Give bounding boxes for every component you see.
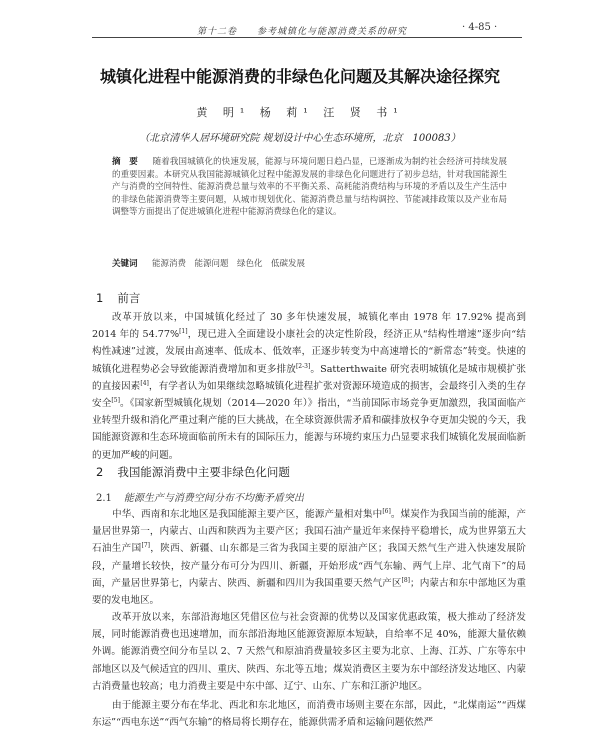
citation: [2-3]	[295, 362, 311, 370]
section-number: 2	[96, 465, 104, 479]
abstract-text: 随着我国城镇化的快速发展，能源与环境问题日趋凸显，已逐渐成为制约社会经济可持续发展的重要因素。本研究从我国能源城镇化过程中能源发展的非绿色化问题进行了初步总结，针对我国能源生产与消费的空间特性、能源消费总量与效率的不平衡关系、高耗能消费结构与环境的矛盾以及生产生活中的非绿色能源消费等主要问题，从城市规划优化、能源消费总量与结构调控、节能减排政策以及产业布局调整等方面提出了促进城镇化进程中能源消费绿色化的建议。	[112, 157, 507, 217]
abstract	[112, 156, 507, 219]
citation: [4]	[140, 379, 149, 387]
running-header: 第十二卷 参考城镇化与能源消费关系的研究	[197, 27, 428, 37]
header-rule	[92, 37, 522, 38]
keywords-text: 能源消费 能源问题 绿色化 低碳发展	[143, 259, 306, 269]
authors: 黄 明¹ 杨 莉¹ 汪 贤 书¹	[196, 106, 404, 119]
citation: [7]	[141, 542, 150, 550]
subsection-heading	[96, 489, 304, 504]
keywords-label: 关键词	[112, 259, 138, 269]
paragraph-transport: 由于能源主要分布在华北、西北和东北地区，而消费市场则主要在东部，因此，“北煤南运”“西煤东运”“西电东送”“西气东输”的格局将长期存在，能源供需矛盾和运输问题依然严	[92, 700, 526, 729]
section-title: 我国能源消费中主要非绿色化问题	[117, 465, 290, 479]
affiliation: （北京清华人居环境研究院 规划设计中心生态环境所，北京 100083）	[139, 133, 461, 144]
citation: [5]	[111, 396, 120, 404]
page-number: · 4-85 ·	[462, 22, 498, 33]
paragraph-production: 中华、西南和东北地区是我国能源主要产区，能源产量相对集中[6]。煤炭作为我国当前的能源，产量居世界第一，内蒙古、山西和陕西为主要产区；我国石油产量近年来保持平稳增长，成为世界第五大石油生产国[7]，陕西、新疆、山东都是三省为我国主要的原油产区；我国天然气生产进入快速发展阶段，产量增长较快，按产量分布可分为四川、新疆，开始形成“西气东输、两气上岸、北气南下”的局面，产量居世界第七，内蒙古、陕西、新疆和四川为我国重要天然气产区[8]；内蒙古和东中部地区为重要的发电地区。	[92, 507, 527, 607]
subsection-number: 2.1	[96, 493, 112, 504]
keywords	[112, 258, 507, 270]
section-heading-1	[96, 290, 140, 306]
paragraph-consumption: 改革开放以来，东部沿海地区凭借区位与社会资源的优势以及国家优惠政策，极大推动了经济发展，同时能源消费也迅速增加，而东部沿海地区能源资源原本短缺，自给率不足 40%，能源大量依赖外调。能源消费空间分布呈以 2、7 天然气和原油消费量较多区主要为北京、上海、江苏、广东等东中部地区以及气候适宜的四川、重庆、陕西、东北等五地；煤炭消费区主要为东中部经济发达地区、内蒙古消费量也较高；电力消费主要是中东中部、辽宁、山东、广东和江浙沪地区。	[92, 612, 526, 692]
subsection-title: 能源生产与消费空间分布不均衡矛盾突出	[123, 493, 304, 504]
section-title: 前言	[117, 291, 141, 305]
abstract-label: 摘 要	[112, 157, 138, 167]
section-heading-2	[96, 464, 290, 480]
paragraph-intro: 改革开放以来，中国城镇化经过了 30 多年快速发展，城镇化率由 1978 年 17.92% 提高到 2014 年的 54.77%[1]，现已进入全面建设小康社会的决定性阶段，经济正从“结构性增速”逐步向“结构性减速”过渡，发展由高速率、低成本、低效率，正逐步转变为中高速增长的“新常态”转变。快速的城镇化进程势必会导致能源消费增加和更多排放[2-3]。Satterthwaite 研究表明城镇化是城市规模扩张的直接因素[4]，有学者认为如果继续忽略城镇化进程扩张对资源环境造成的损害，会最终引入类的生存安全[5]。《国家新型城镇化规划（2014—2020 年）》指出，“当前国际市场竞争更加激烈，我国面临产业转型升级和消化严重过剩产能的巨大挑战，在全球资源供需矛盾和碳排放权争夺更加尖锐的今天，我国能源资源和生态环境面临前所未有的国际压力，能源与环境约束压力凸显要求我们城镇化发展面临新的更加严峻的问题。	[92, 312, 527, 461]
paper-title: 城镇化进程中能源消费的非绿色化问题及其解决途径探究	[99, 67, 500, 86]
citation: [1]	[179, 328, 188, 336]
citation: [6]	[382, 507, 391, 515]
citation: [8]	[401, 576, 411, 584]
section-number: 1	[96, 291, 104, 305]
